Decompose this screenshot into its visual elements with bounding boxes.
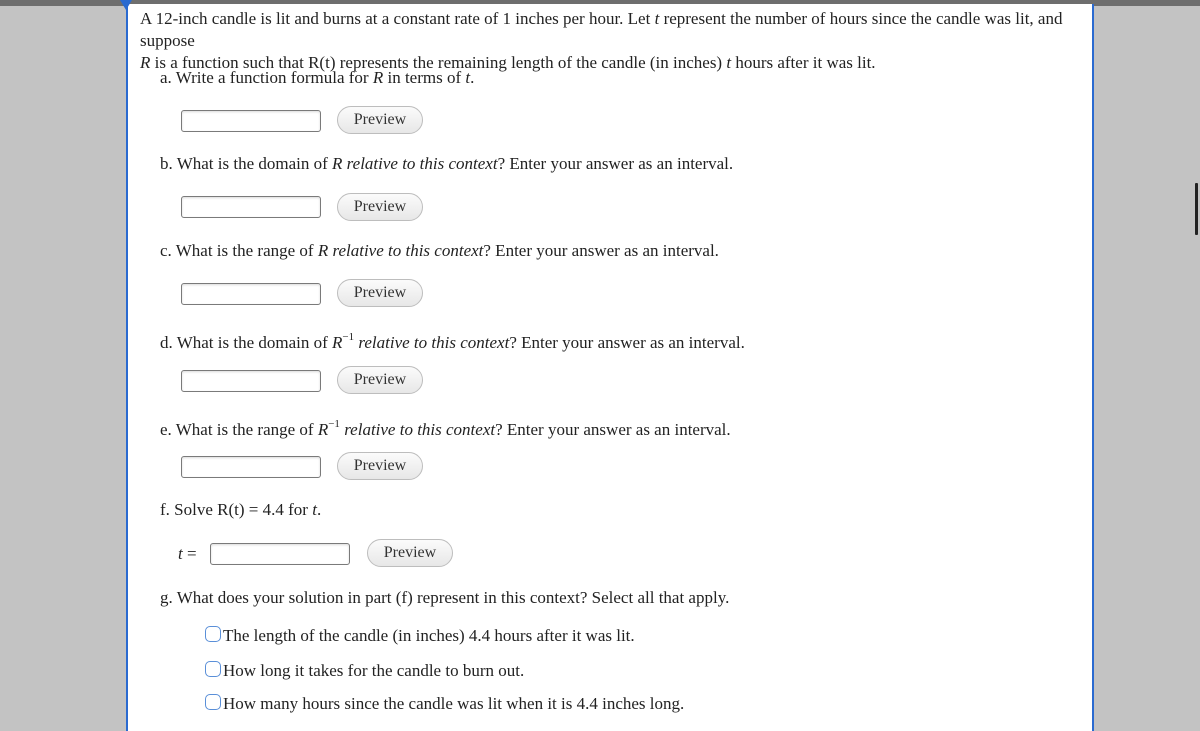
question-g: g. What does your solution in part (f) represent in this context? Select all that apply.: [160, 588, 730, 607]
problem-statement: A 12-inch candle is lit and burns at a constant rate of 1 inches per hour. Let t represent the number of hours since the candle was lit, and suppose R is a function such that R(t) represents the remaining length of the candle (in inches) t hours after it was lit.: [140, 9, 1063, 72]
corner-marker-icon: [120, 0, 132, 10]
answer-label-t: t =: [178, 544, 197, 563]
question-f: f. Solve R(t) = 4.4 for t.: [160, 500, 322, 519]
checkbox-option-3[interactable]: [205, 694, 221, 710]
answer-input-e[interactable]: [181, 456, 321, 478]
checkbox-option-1[interactable]: [205, 626, 221, 642]
preview-button-c[interactable]: Preview: [337, 279, 423, 307]
preview-button-a[interactable]: Preview: [337, 106, 423, 134]
checkbox-option-2[interactable]: [205, 661, 221, 677]
answer-input-c[interactable]: [181, 283, 321, 305]
option-3-label: How many hours since the candle was lit when it is 4.4 inches long.: [223, 694, 685, 713]
question-b: b. What is the domain of R relative to this context? Enter your answer as an interval.: [160, 154, 734, 173]
scrollbar-thumb[interactable]: [1195, 183, 1198, 235]
answer-input-d[interactable]: [181, 370, 321, 392]
question-d: d. What is the domain of $R^{-1}$ relative to this context? Enter your answer as an interval.: [160, 331, 745, 352]
question-a: a. Write a function formula for R in terms of t.: [160, 68, 475, 87]
answer-input-b[interactable]: [181, 196, 321, 218]
answer-input-f[interactable]: [210, 543, 350, 565]
question-e: e. What is the range of $R^{-1}$ relative to this context? Enter your answer as an interval.: [160, 418, 731, 439]
preview-button-e[interactable]: Preview: [337, 452, 423, 480]
preview-button-d[interactable]: Preview: [337, 366, 423, 394]
answer-input-a[interactable]: [181, 110, 321, 132]
option-1-label: The length of the candle (in inches) 4.4 hours after it was lit.: [223, 626, 635, 645]
preview-button-f[interactable]: Preview: [367, 539, 453, 567]
question-c: c. What is the range of R relative to this context? Enter your answer as an interval.: [160, 241, 719, 260]
option-2-label: How long it takes for the candle to burn out.: [223, 661, 525, 680]
preview-button-b[interactable]: Preview: [337, 193, 423, 221]
